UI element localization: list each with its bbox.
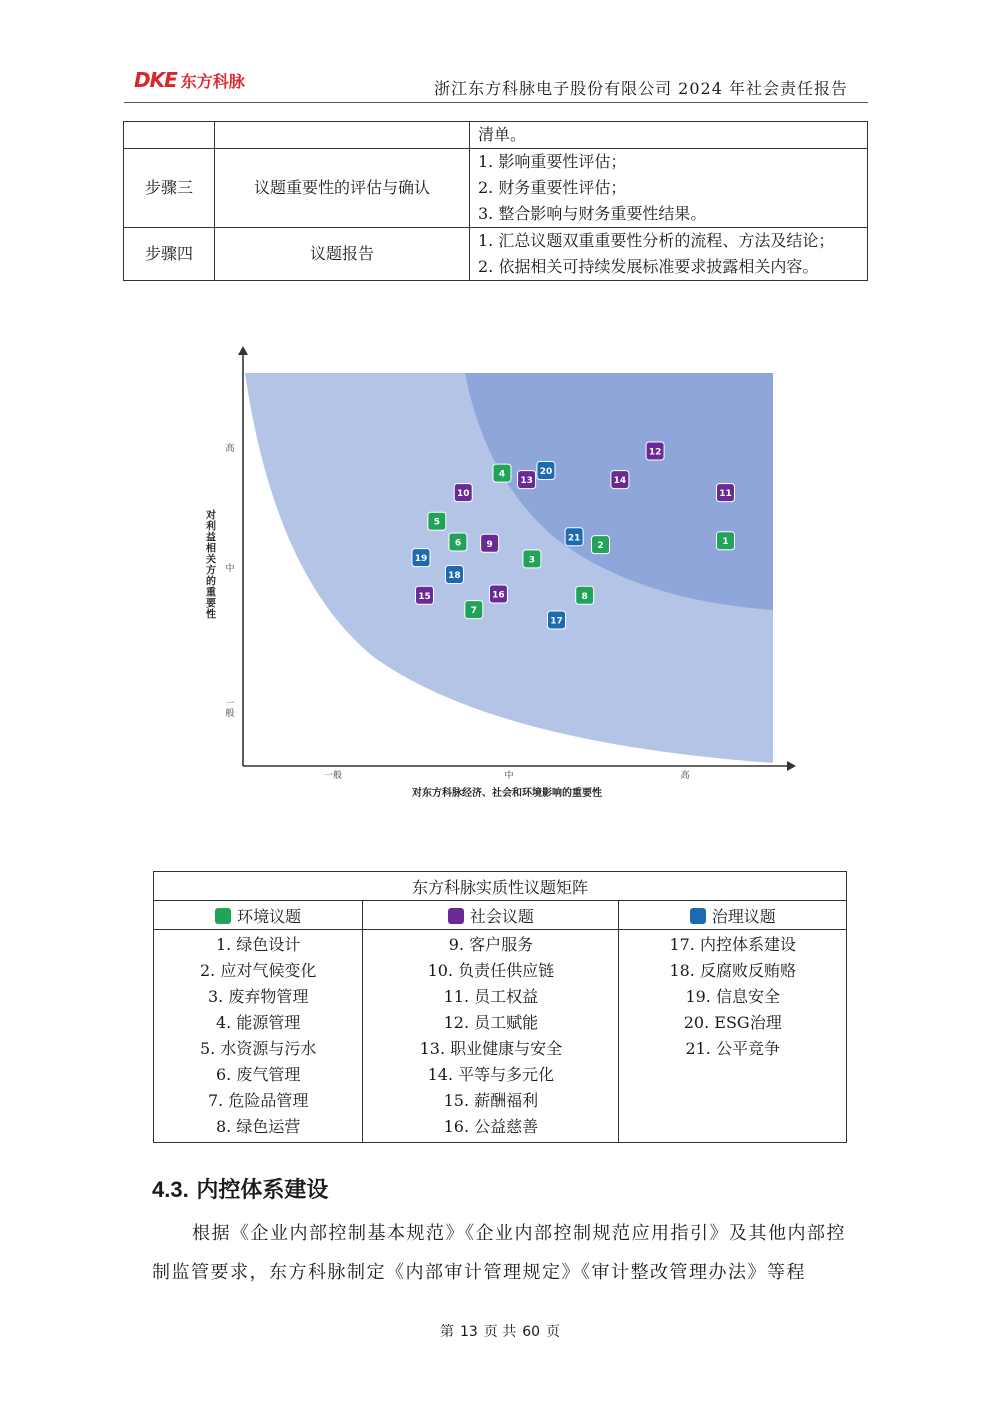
- y-axis-label-char: 相: [206, 543, 216, 555]
- y-tick-char: 般: [225, 709, 235, 719]
- y-axis-label-char: 对: [206, 510, 216, 522]
- topic-item: 9. 客户服务: [448, 935, 534, 954]
- matrix-category-header: [363, 901, 619, 930]
- y-axis-arrow: [238, 346, 248, 355]
- y-axis-label-char: 关: [206, 554, 216, 566]
- step-detail-line: 2. 依据相关可持续发展标准要求披露相关内容。: [478, 257, 819, 276]
- footer-prefix: 第: [439, 1324, 454, 1340]
- topic-marker-14: [611, 471, 629, 489]
- y-axis-label-char: 重: [206, 587, 216, 599]
- topic-marker-16: [489, 585, 507, 603]
- topic-item: 4. 能源管理: [216, 1013, 301, 1032]
- topic-marker-label: 15: [418, 591, 431, 602]
- y-tick-label: [225, 699, 234, 719]
- y-tick-label: [225, 562, 234, 574]
- topic-marker-4: [493, 464, 511, 482]
- step-detail-line: 1. 影响重要性评估；: [478, 152, 627, 171]
- category-name: 治理议题: [711, 906, 776, 926]
- matrix-category-header: [154, 901, 363, 930]
- topic-marker-15: [416, 586, 434, 604]
- page-number: 13: [459, 1324, 478, 1340]
- step-name: [215, 122, 470, 149]
- topic-marker-label: 14: [613, 476, 627, 487]
- materiality-chart: [195, 338, 815, 808]
- header-divider: [124, 102, 868, 103]
- category-color-swatch: [448, 908, 464, 924]
- steps-row: [124, 149, 868, 228]
- x-tick-label: 一般: [323, 771, 343, 781]
- step-label: 步骤三: [124, 149, 215, 228]
- topic-marker-2: [592, 536, 610, 554]
- matrix-topic-list: [363, 930, 619, 1143]
- topic-marker-label: 12: [648, 447, 662, 458]
- topic-marker-label: 9: [486, 539, 493, 550]
- topic-marker-21: [565, 528, 583, 546]
- steps-row: [124, 228, 868, 281]
- topic-marker-8: [576, 586, 594, 604]
- topic-marker-label: 7: [470, 606, 477, 617]
- topic-marker-10: [454, 484, 472, 502]
- y-axis-label-char: 方: [206, 565, 216, 577]
- topic-marker-label: 4: [498, 469, 506, 480]
- topic-marker-label: 17: [550, 616, 563, 627]
- y-axis-label-char: 的: [206, 576, 216, 588]
- page-total: 60: [522, 1324, 541, 1340]
- topic-item: 6. 废气管理: [216, 1065, 301, 1084]
- body-text: [152, 1214, 852, 1292]
- materiality-chart-svg: [195, 338, 815, 808]
- topic-item: 15. 薪酬福利: [443, 1091, 539, 1110]
- y-axis-label-char: 益: [206, 532, 216, 544]
- topic-marker-label: 16: [492, 590, 505, 601]
- footer-suffix: 页: [546, 1324, 561, 1340]
- step-detail-line: 清单。: [478, 125, 527, 144]
- step-label: [124, 122, 215, 149]
- topic-item: 13. 职业健康与安全: [419, 1039, 563, 1058]
- step-details: [470, 122, 868, 149]
- topic-marker-label: 18: [448, 571, 461, 581]
- x-tick-label: 中: [504, 771, 514, 781]
- y-axis-label-char: 性: [206, 609, 216, 621]
- y-tick-char: 高: [225, 444, 235, 454]
- section-title: 内控体系建设: [196, 1178, 329, 1203]
- topic-item: 18. 反腐败反贿赂: [669, 961, 796, 980]
- steps-row: [124, 122, 868, 149]
- topic-item: 16. 公益慈善: [443, 1117, 539, 1136]
- topic-item: 12. 员工赋能: [443, 1013, 539, 1032]
- footer-middle: 页 共: [483, 1324, 517, 1340]
- topic-marker-label: 19: [414, 554, 428, 565]
- y-axis-label-char: 利: [206, 521, 216, 533]
- topic-marker-label: 8: [581, 591, 588, 602]
- steps-table: [123, 121, 868, 281]
- x-axis-label: 对东方科脉经济、社会和环境影响的重要性: [412, 788, 602, 799]
- y-tick-label: [225, 442, 234, 454]
- topic-item: 1. 绿色设计: [216, 935, 301, 954]
- topic-marker-13: [518, 471, 536, 489]
- step-detail-line: 3. 整合影响与财务重要性结果。: [478, 204, 707, 223]
- topic-marker-label: 21: [567, 533, 581, 544]
- topic-marker-12: [646, 442, 664, 460]
- topic-marker-3: [523, 550, 541, 568]
- chart-zones: [245, 373, 773, 763]
- topic-marker-18: [445, 566, 463, 584]
- topic-item: 20. ESG治理: [683, 1013, 782, 1032]
- topic-marker-label: 3: [528, 555, 536, 566]
- matrix-topic-list: [154, 930, 363, 1143]
- topic-marker-9: [481, 534, 499, 552]
- topic-marker-5: [428, 512, 446, 530]
- topic-item: 17. 内控体系建设: [669, 935, 796, 954]
- topic-marker-label: 2: [597, 541, 604, 552]
- topic-item: 8. 绿色运营: [216, 1117, 301, 1136]
- category-name: 环境议题: [237, 906, 302, 926]
- topic-marker-17: [548, 611, 566, 629]
- materiality-matrix-table: [153, 871, 847, 1143]
- step-name: 议题报告: [215, 228, 470, 281]
- step-detail-line: 1. 汇总议题双重重要性分析的流程、方法及结论；: [478, 231, 835, 250]
- matrix-category-header: [619, 901, 847, 930]
- y-tick-char: 一: [225, 699, 235, 709]
- topic-item: 21. 公平竞争: [685, 1039, 780, 1058]
- topic-marker-11: [716, 484, 734, 502]
- topic-marker-20: [537, 462, 555, 480]
- step-name: 议题重要性的评估与确认: [215, 149, 470, 228]
- category-color-swatch: [690, 908, 706, 924]
- topic-marker-label: 13: [520, 476, 533, 487]
- y-tick-char: 中: [225, 564, 235, 574]
- logo-text: 东方科脉: [180, 72, 245, 91]
- topic-item: 2. 应对气候变化: [200, 961, 317, 980]
- y-axis-label: [205, 509, 216, 621]
- step-detail-line: 2. 财务重要性评估；: [478, 178, 627, 197]
- topic-marker-label: 10: [456, 489, 470, 500]
- topic-marker-label: 11: [719, 489, 732, 500]
- step-details: [470, 149, 868, 228]
- company-logo: [134, 68, 245, 94]
- category-color-swatch: [215, 908, 231, 924]
- section-heading: [152, 1173, 328, 1204]
- topic-item: 10. 负责任供应链: [427, 961, 555, 980]
- topic-marker-label: 20: [539, 467, 553, 477]
- category-name: 社会议题: [469, 906, 534, 926]
- step-details: [470, 228, 868, 281]
- topic-marker-1: [716, 532, 734, 550]
- page-footer: [0, 1321, 1000, 1341]
- matrix-title: 东方科脉实质性议题矩阵: [154, 872, 847, 901]
- topic-marker-label: 5: [433, 517, 440, 528]
- x-tick-label: 高: [680, 771, 690, 781]
- topic-item: 7. 危险品管理: [208, 1091, 309, 1110]
- topic-item: 3. 废弃物管理: [208, 987, 309, 1006]
- topic-item: 11. 员工权益: [443, 987, 539, 1006]
- step-label: 步骤四: [124, 228, 215, 281]
- topic-marker-19: [412, 549, 430, 567]
- section-number: 4.3.: [152, 1177, 189, 1202]
- x-axis-arrow: [787, 761, 796, 771]
- topic-marker-label: 6: [454, 538, 462, 549]
- logo-mark: DKE: [134, 68, 177, 92]
- y-axis-label-char: 要: [206, 598, 216, 610]
- topic-marker-label: 1: [722, 537, 729, 548]
- topic-marker-7: [465, 601, 483, 619]
- matrix-topic-list: [619, 930, 847, 1143]
- topic-item: 5. 水资源与污水: [200, 1039, 317, 1058]
- body-paragraph: 根据《企业内部控制基本规范》《企业内部控制规范应用指引》及其他内部控制监管要求，东方科脉制定《内部审计管理规定》《审计整改管理办法》等程: [152, 1223, 846, 1283]
- topic-item: 19. 信息安全: [685, 987, 780, 1006]
- report-title: 浙江东方科脉电子股份有限公司 2024 年社会责任报告: [434, 79, 848, 98]
- topic-item: 14. 平等与多元化: [427, 1065, 555, 1084]
- topic-marker-6: [449, 533, 467, 551]
